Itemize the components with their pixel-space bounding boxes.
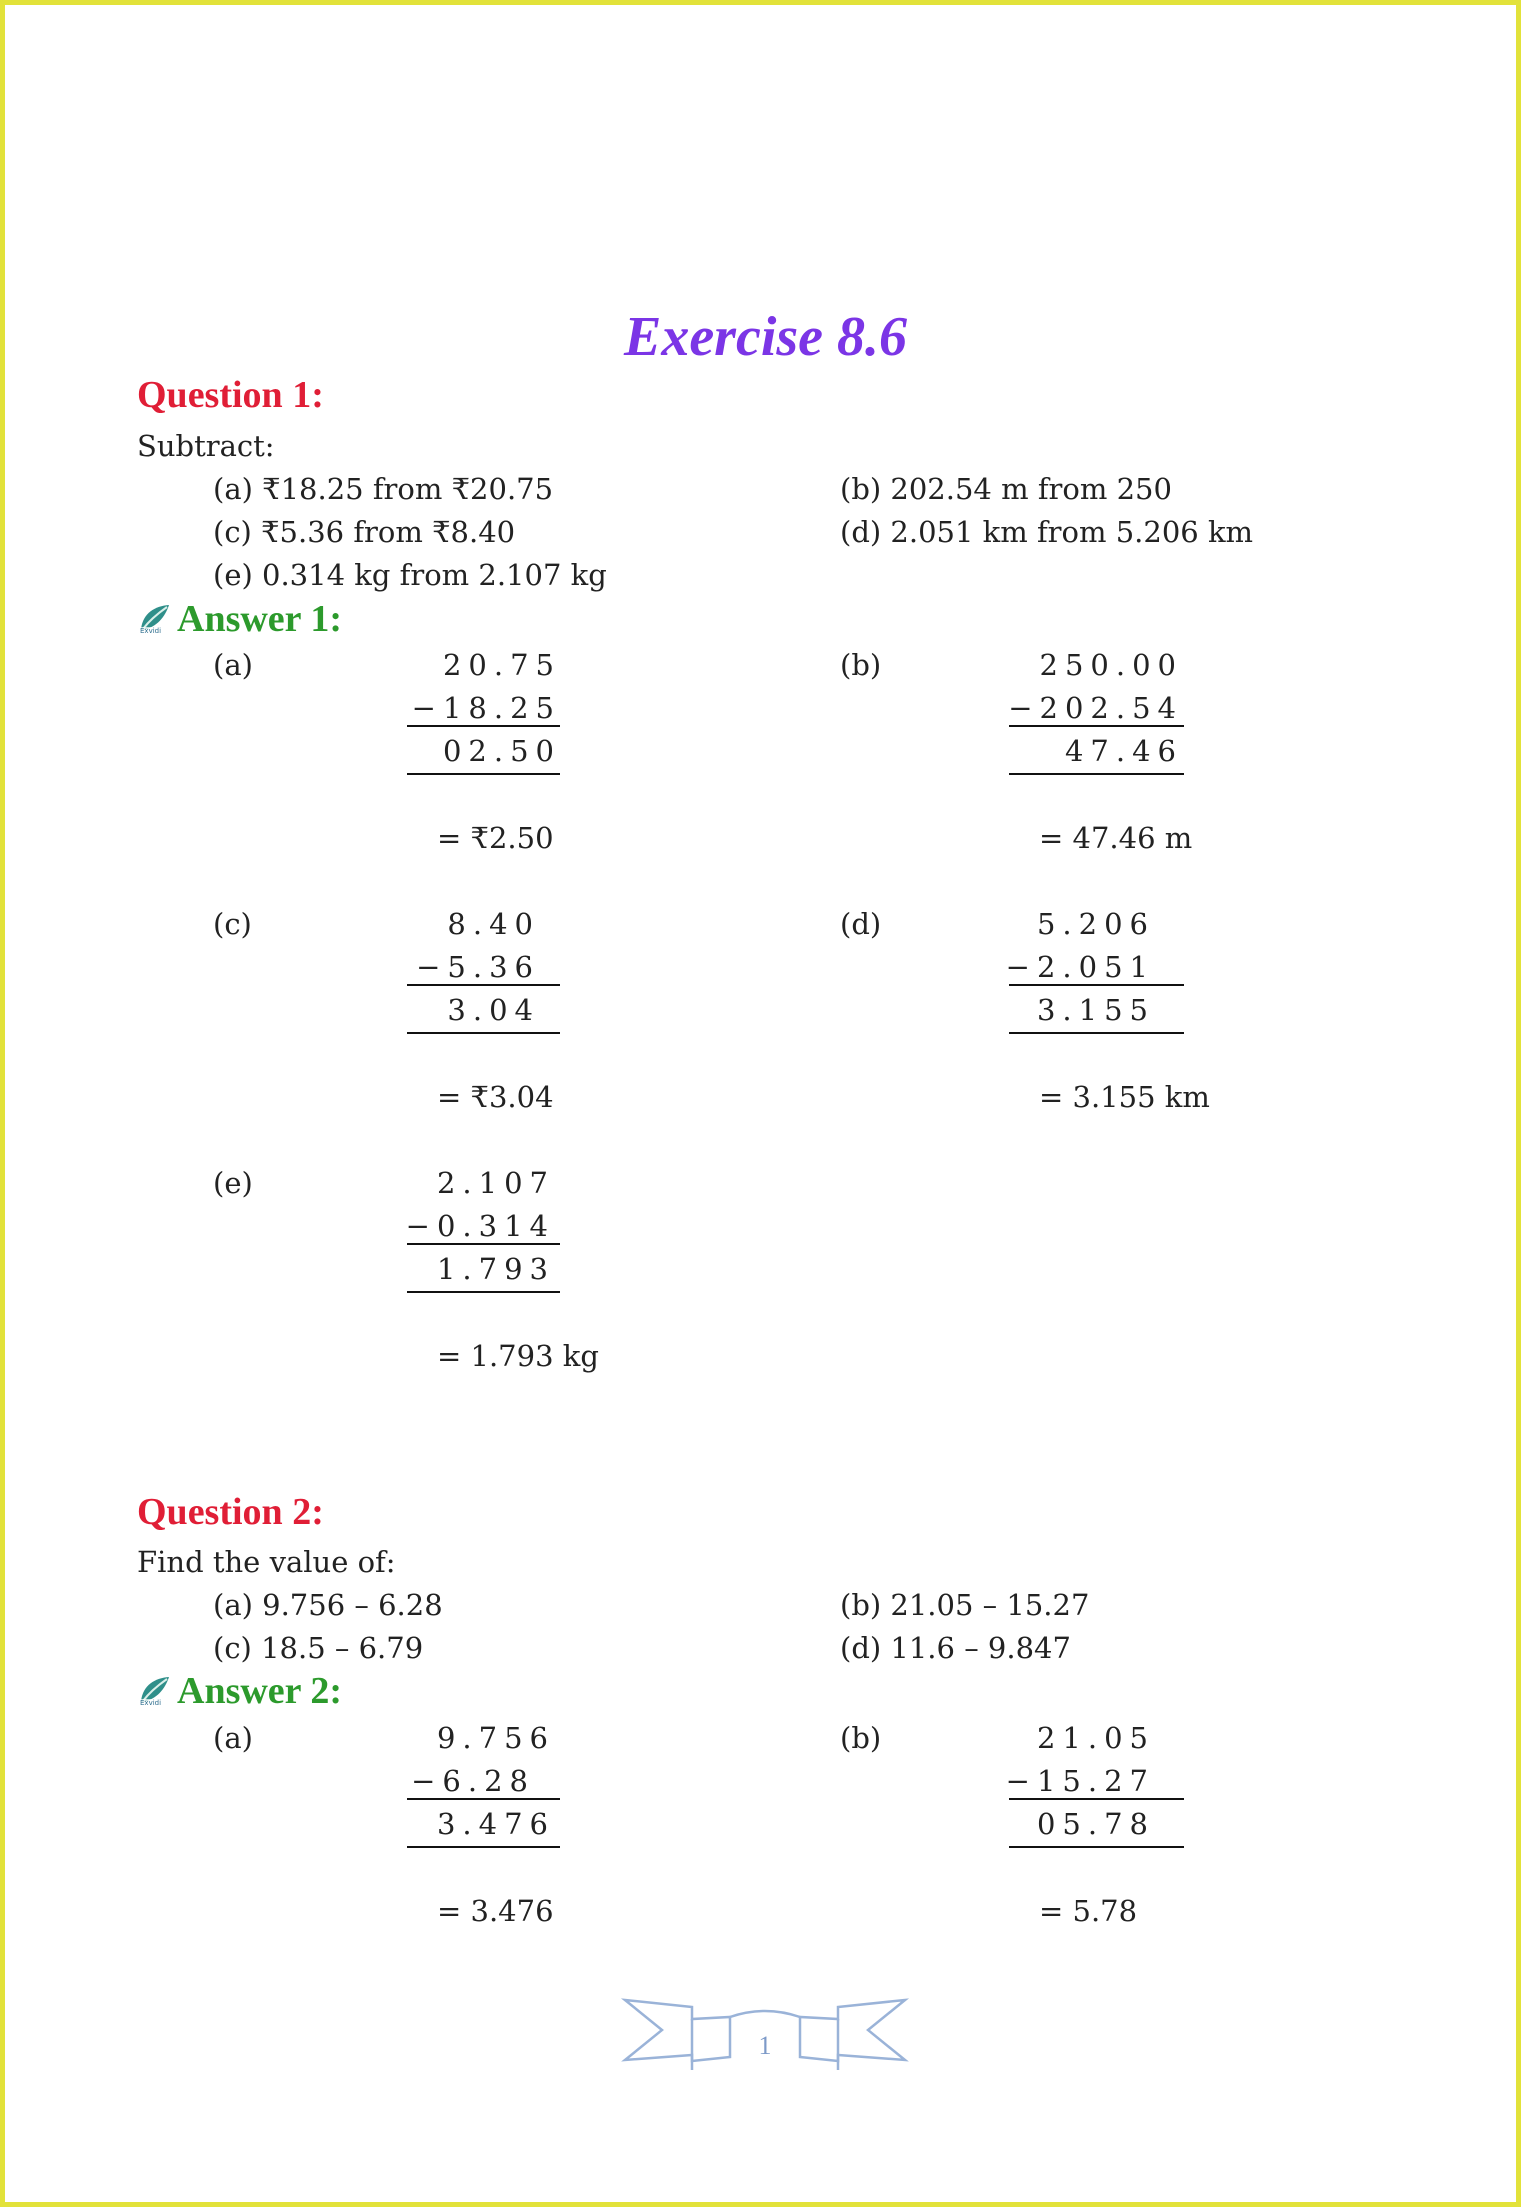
question-2-prompt: Find the value of: <box>137 1545 396 1579</box>
answer-2-a-label: (a) <box>213 1721 253 1755</box>
question-1-item-e: (e) 0.314 kg from 2.107 kg <box>213 558 607 592</box>
answer-1-c-minuend: 8.40 <box>447 907 540 941</box>
question-1-item-d: (d) 2.051 km from 5.206 km <box>840 515 1254 549</box>
answer-2-b-label: (b) <box>840 1721 882 1755</box>
answer-2-b-rule-bottom <box>1009 1846 1184 1848</box>
question-2-item-d: (d) 11.6 – 9.847 <box>840 1631 1071 1665</box>
answer-1-e-subtrahend: −0.314 <box>405 1209 555 1243</box>
answer-1-a-final: = ₹2.50 <box>437 821 554 855</box>
answer-1-a-result: 02.50 <box>442 734 561 768</box>
answer-1-e-label: (e) <box>213 1166 253 1200</box>
answer-1-c-result: 3.04 <box>447 993 540 1027</box>
answer-2-b-minuend: 21.05 <box>1036 1721 1155 1755</box>
answer-2-a-final: = 3.476 <box>437 1894 554 1928</box>
answer-1-heading: Answer 1: <box>177 598 343 640</box>
answer-1-a-rule-top <box>407 725 560 727</box>
answer-1-b-final: = 47.46 m <box>1039 821 1193 855</box>
answer-1-e-rule-top <box>407 1243 560 1245</box>
answer-2-a-rule-top <box>407 1798 560 1800</box>
answer-2-a-result: 3.476 <box>436 1807 555 1841</box>
answer-1-c-rule-top <box>407 984 560 986</box>
question-2-item-c: (c) 18.5 – 6.79 <box>213 1631 424 1665</box>
page-number: 1 <box>758 2031 772 2060</box>
answer-1-e-minuend: 2.107 <box>436 1166 555 1200</box>
question-2-heading: Question 2: <box>137 1491 324 1533</box>
answer-1-c-label: (c) <box>213 907 252 941</box>
answer-1-d-rule-bottom <box>1009 1032 1184 1034</box>
question-1-heading: Question 1: <box>137 374 324 416</box>
answer-2-b-result: 05.78 <box>1036 1807 1155 1841</box>
leaf-logo-icon <box>137 603 171 635</box>
answer-2-b-rule-top <box>1009 1798 1184 1800</box>
answer-1-a-subtrahend: −18.25 <box>411 691 561 725</box>
svg-text:Exvidi: Exvidi <box>140 1699 162 1707</box>
answer-1-b-subtrahend: −202.54 <box>1008 691 1183 725</box>
answer-1-d-rule-top <box>1009 984 1184 986</box>
answer-1-b-rule-top <box>1009 725 1184 727</box>
answer-2-b-subtrahend: −15.27 <box>1005 1764 1155 1798</box>
svg-text:Exvidi: Exvidi <box>140 627 162 635</box>
answer-2-a-subtrahend: −6.28 <box>411 1764 535 1798</box>
answer-1-c-rule-bottom <box>407 1032 560 1034</box>
answer-1-b-minuend: 250.00 <box>1039 648 1183 682</box>
answer-1-d-result: 3.155 <box>1036 993 1155 1027</box>
answer-2-a-minuend: 9.756 <box>436 1721 555 1755</box>
question-2-item-b: (b) 21.05 – 15.27 <box>840 1588 1090 1622</box>
answer-1-e-rule-bottom <box>407 1291 560 1293</box>
answer-2-b-final: = 5.78 <box>1039 1894 1138 1928</box>
answer-1-a-rule-bottom <box>407 773 560 775</box>
answer-1-b-label: (b) <box>840 648 882 682</box>
answer-1-d-subtrahend: −2.051 <box>1005 950 1155 984</box>
question-1-item-c: (c) ₹5.36 from ₹8.40 <box>213 515 516 549</box>
question-1-item-a: (a) ₹18.25 from ₹20.75 <box>213 472 554 506</box>
answer-1-c-final: = ₹3.04 <box>437 1080 554 1114</box>
leaf-logo-icon <box>137 1675 171 1707</box>
answer-1-a-label: (a) <box>213 648 253 682</box>
answer-1-e-final: = 1.793 kg <box>437 1339 599 1373</box>
question-1-prompt: Subtract: <box>137 429 275 463</box>
answer-1-b-rule-bottom <box>1009 773 1184 775</box>
question-2-item-a: (a) 9.756 – 6.28 <box>213 1588 443 1622</box>
answer-2-a-rule-bottom <box>407 1846 560 1848</box>
answer-1-d-final: = 3.155 km <box>1039 1080 1210 1114</box>
answer-2-heading: Answer 2: <box>177 1670 343 1712</box>
answer-1-d-minuend: 5.206 <box>1036 907 1155 941</box>
answer-1-d-label: (d) <box>840 907 882 941</box>
answer-1-b-result: 47.46 <box>1064 734 1183 768</box>
answer-1-c-subtrahend: −5.36 <box>416 950 540 984</box>
question-1-item-b: (b) 202.54 m from 250 <box>840 472 1172 506</box>
answer-1-e-result: 1.793 <box>436 1252 555 1286</box>
page-title: Exercise 8.6 <box>623 306 908 368</box>
answer-1-a-minuend: 20.75 <box>442 648 561 682</box>
